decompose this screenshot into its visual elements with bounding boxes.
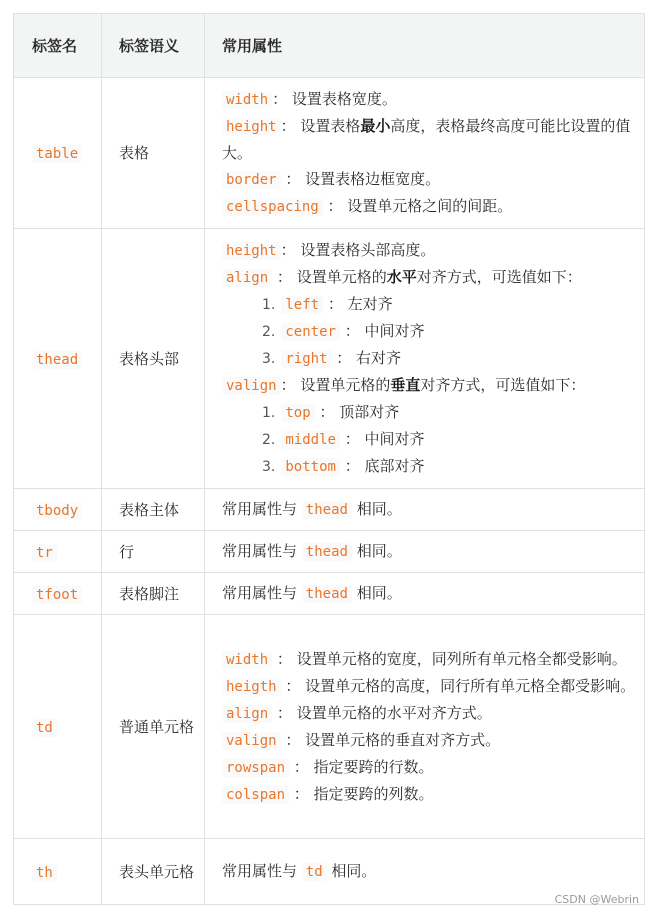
option-item [262,426,636,453]
attr-code: cellspacing [222,198,323,216]
meaning-cell: 表格头部 [102,229,205,489]
meaning-cell: 表格主体 [102,489,205,531]
attr-code: rowspan [222,759,289,777]
attr-desc: 相同。 [351,542,402,560]
option-number: 1. [262,405,276,421]
tag-cell [14,489,102,531]
tag-cell [14,615,102,839]
table-row-td [14,615,645,839]
attr-desc: ： 设置表格边框宽度。 [280,170,441,188]
attr-code: heigth [222,678,281,696]
attr-desc: ： 设置单元格的 [272,268,387,286]
option-code: top [281,404,314,422]
option-number: 2. [262,432,276,448]
attr-desc: ： 设置表格头部高度。 [280,241,436,259]
option-item [262,345,636,372]
option-desc: ： 中间对齐 [339,322,425,340]
table-row-tbody [14,489,645,531]
attr-code: colspan [222,786,289,804]
option-number: 3. [262,351,276,367]
option-desc: ： 中间对齐 [339,430,425,448]
attr-desc: ： 设置单元格的宽度，同列所有单元格全都受影响。 [272,649,627,668]
attribute-item [222,166,636,193]
option-code: right [281,350,331,368]
attr-desc: ： 设置单元格的水平对齐方式。 [272,703,492,722]
attr-code: thead [302,501,352,519]
tag-code: tbody [32,502,82,520]
attr-desc: 常用属性与 [222,500,302,518]
attributes-cell [205,573,645,615]
option-code: center [281,323,340,341]
table-row-th [14,839,645,905]
tag-cell [14,573,102,615]
attribute-item [222,372,636,480]
option-desc: ： 右对齐 [331,349,402,367]
option-code: middle [281,431,340,449]
option-number: 1. [262,297,276,313]
attr-code: align [222,705,272,723]
meaning-cell: 普通单元格 [102,615,205,839]
attribute-item [222,781,636,808]
attributes-cell [205,229,645,489]
attr-desc: ： 设置单元格之间的间距。 [322,197,513,215]
attr-code: height [222,118,281,136]
attr-desc: 对齐方式，可选值如下： [416,268,582,286]
header-tag-meaning: 标签语义 [102,14,205,78]
valign-options-list [222,399,636,480]
attr-code: border [222,171,281,189]
attr-desc: ： 设置单元格的 [280,376,391,394]
table-row-table [14,78,645,229]
attr-desc: 对齐方式，可选值如下： [420,376,586,394]
meaning-cell: 行 [102,531,205,573]
attribute-item [222,700,636,727]
option-desc: ： 底部对齐 [339,457,425,475]
attribute-list [222,638,636,816]
html-tags-table [13,13,645,905]
attr-desc: 相同。 [326,862,377,880]
option-item [262,291,636,318]
tag-code: th [32,864,57,882]
watermark: CSDN @Webrin [554,893,639,906]
attribute-item [222,727,636,754]
attr-desc: 高度，表格最终高度可能比设置的值大。 [222,117,631,162]
attr-code: valign [222,377,281,395]
attribute-item [222,193,636,220]
option-code: left [281,296,323,314]
tag-code: thead [32,351,82,369]
tag-code: td [32,719,57,737]
attr-desc: ： 指定要跨的行数。 [289,757,434,776]
attr-desc: 常用属性与 [222,542,302,560]
tag-cell [14,78,102,229]
attr-code: thead [302,543,352,561]
attributes-cell [205,489,645,531]
table-row-thead [14,229,645,489]
attr-desc: 常用属性与 [222,862,302,880]
attr-code: width [222,91,272,109]
option-item [262,399,636,426]
option-desc: ： 左对齐 [323,295,393,313]
attr-desc: ： 设置表格 [280,117,361,135]
attr-code: align [222,269,272,287]
meaning-cell: 表格 [102,78,205,229]
attr-code: width [222,651,272,669]
attributes-cell [205,615,645,839]
attr-desc: ： 指定要跨的列数。 [289,784,434,803]
option-item [262,318,636,345]
option-desc: ： 顶部对齐 [314,403,400,421]
tag-cell [14,531,102,573]
attribute-list [222,78,636,228]
header-common-attributes: 常用属性 [205,14,645,78]
option-number: 3. [262,459,276,475]
option-item [262,453,636,480]
attr-emphasis: 水平 [386,268,417,286]
tag-cell [14,229,102,489]
attr-emphasis: 最小 [360,117,391,135]
attributes-cell [205,531,645,573]
attr-desc: 相同。 [351,584,402,602]
attr-desc: 常用属性与 [222,584,302,602]
attr-code: valign [222,732,281,750]
meaning-cell: 表格脚注 [102,573,205,615]
align-options-list [222,291,636,372]
attr-code: thead [302,585,352,603]
tag-code: tr [32,544,57,562]
meaning-cell: 表头单元格 [102,839,205,905]
attr-desc: ： 设置单元格的高度，同行所有单元格全都受影响。 [280,676,636,695]
tag-code: tfoot [32,586,82,604]
attr-emphasis: 垂直 [390,376,421,394]
attribute-item [222,646,636,673]
attr-code: td [302,863,327,881]
attribute-item [222,754,636,781]
table-row-tr [14,531,645,573]
attribute-item [222,113,636,166]
attr-desc: ： 设置单元格的垂直对齐方式。 [280,730,501,749]
option-number: 2. [262,324,276,340]
table-header-row [14,14,645,78]
attribute-item [222,673,636,700]
header-tag-name: 标签名 [14,14,102,78]
attr-code: height [222,242,281,260]
attr-desc: 相同。 [351,500,402,518]
attribute-list [222,229,636,488]
attribute-item [222,264,636,372]
attribute-item [222,86,636,113]
tag-code: table [32,145,82,163]
attribute-item [222,237,636,264]
tag-cell [14,839,102,905]
option-code: bottom [281,458,340,476]
table-row-tfoot [14,573,645,615]
attr-desc: ： 设置表格宽度。 [272,90,397,108]
attributes-cell [205,78,645,229]
